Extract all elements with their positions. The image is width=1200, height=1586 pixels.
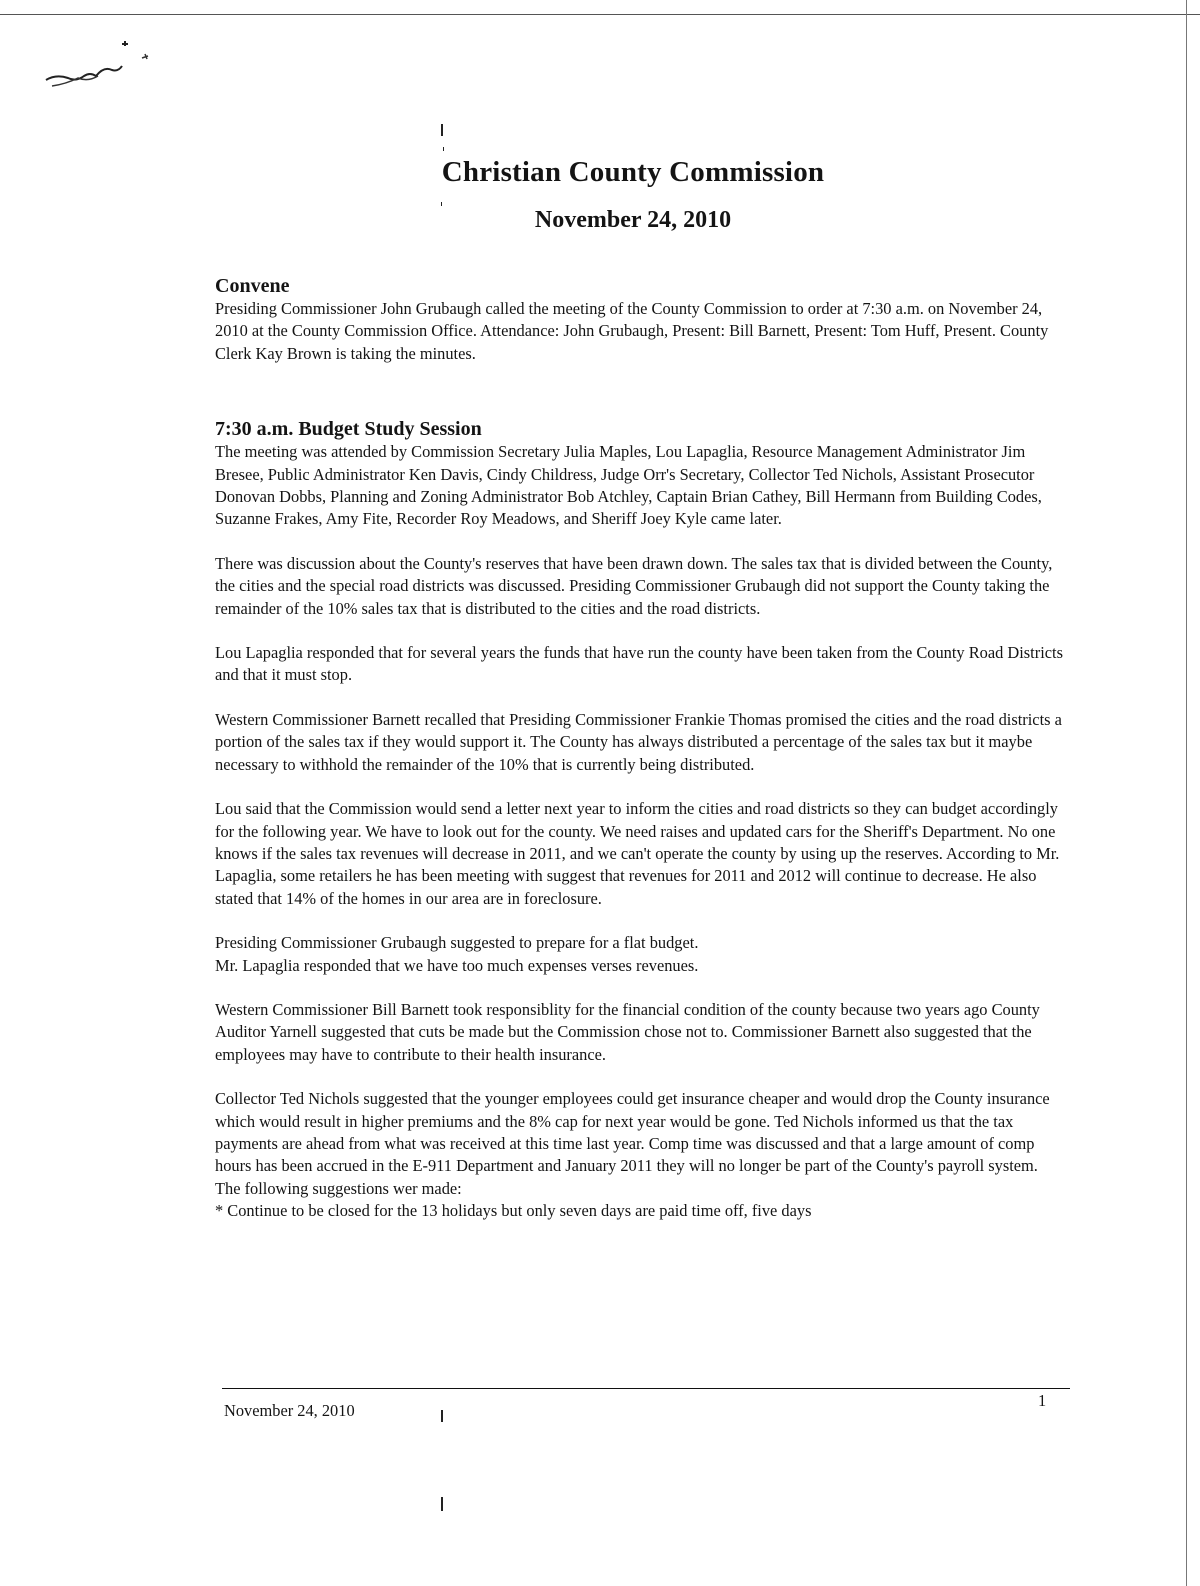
scan-speck <box>441 1410 443 1422</box>
scan-speck <box>441 1497 443 1511</box>
section-heading-budget-study-session: 7:30 a.m. Budget Study Session <box>215 418 482 441</box>
scan-speck <box>441 124 443 136</box>
paragraph-attendees: The meeting was attended by Commission Secretary Julia Maples, Lou Lapaglia, Resource Management Administrator Jim Bresee, Public Administrator Ken Davis, Cindy Childress, Judge Orr's Secretary, Collector Ted Nichols, Assistant Prosecutor Donovan Dobbs, Planning and Zoning Administrator Bob Atchley, Captain Brian Cathey, Bill Hermann from Building Codes, Suzanne Frakes, Amy Fite, Recorder Roy Meadows, and Sheriff Joey Kyle came later. <box>215 442 1042 529</box>
paragraph-lapaglia-response: Lou Lapaglia responded that for several years the funds that have run the county have been taken from the County Road Districts and that it must stop. <box>215 643 1063 685</box>
footer-date: November 24, 2010 <box>224 1401 355 1420</box>
paragraph-barnett-recall: Western Commissioner Barnett recalled that Presiding Commissioner Frankie Thomas promised the cities and the road districts a portion of the sales tax if they would support it. The County has always distributed a percentage of the sales tax but it maybe necessary to withhold the remainder of the 10% that is currently being distributed. <box>215 709 1062 774</box>
section-heading-convene: Convene <box>215 275 290 297</box>
paragraph-commission-letter: Lou said that the Commission would send a letter next year to inform the cities and road districts so they can budget accordingly for the following year. We have to look out for the county. We need raises and updated cars for the Sheriff's Department. No one knows if the sales tax revenues will decrease in 2011, and we can't operate the county by using up the reserves. According to Mr. Lapaglia, some retailers he has been meeting with suggest that revenues for 2011 and 2012 will continue to decrease. He also stated that 14% of the homes in our area are in foreclosure. <box>215 799 1060 908</box>
scan-smudge-marks <box>30 36 190 106</box>
document-title: Christian County Commission <box>441 156 825 188</box>
document-body <box>215 274 1065 1223</box>
paragraph-barnett-responsibility: Western Commissioner Bill Barnett took responsiblity for the financial condition of the county because two years ago County Auditor Yarnell suggested that cuts be made but the Commission chose not to. Commissioner Barnett also suggested that the employees may have to contribute to their health insurance. <box>215 999 1040 1064</box>
scan-right-edge-line <box>1186 0 1187 1586</box>
paragraph-reserves-discussion: There was discussion about the County's reserves that have been drawn down. The sales tax that is divided between the County, the cities and the special road districts was discussed. Presiding Commissioner Grubaugh did not support the County taking the remainder of the 10% sales tax that is distributed to the cities and the road districts. <box>215 553 1053 618</box>
scan-speck <box>441 202 442 206</box>
scan-top-edge-line <box>0 14 1200 15</box>
scan-speck <box>443 147 444 151</box>
paragraph-nichols-insurance: Collector Ted Nichols suggested that the younger employees could get insurance cheaper and would drop the County insurance which would result in higher premiums and the 8% cap for next year would be gone. Ted Nichols informed us that the tax payments are ahead from what was received at this time last year. Comp time was discussed and that a large amount of comp hours has been accrued in the E-911 Department and January 2011 they will no longer be part of the County's payroll system. The following suggestions wer made: * Continue to be closed for the 13 holidays but only seven days are paid time off, five days <box>215 1089 1050 1221</box>
page-number: 1 <box>1038 1391 1047 1410</box>
footer-divider <box>222 1388 1070 1389</box>
document-date: November 24, 2010 <box>534 207 732 233</box>
paragraph-flat-budget: Presiding Commissioner Grubaugh suggested to prepare for a flat budget. Mr. Lapaglia responded that we have too much expenses verses revenues. <box>215 933 699 975</box>
paragraph-convene: Presiding Commissioner John Grubaugh called the meeting of the County Commission to order at 7:30 a.m. on November 24, 2010 at the County Commission Office. Attendance: John Grubaugh, Present: Bill Barnett, Present: Tom Huff, Present. County Clerk Kay Brown is taking the minutes. <box>215 299 1049 363</box>
